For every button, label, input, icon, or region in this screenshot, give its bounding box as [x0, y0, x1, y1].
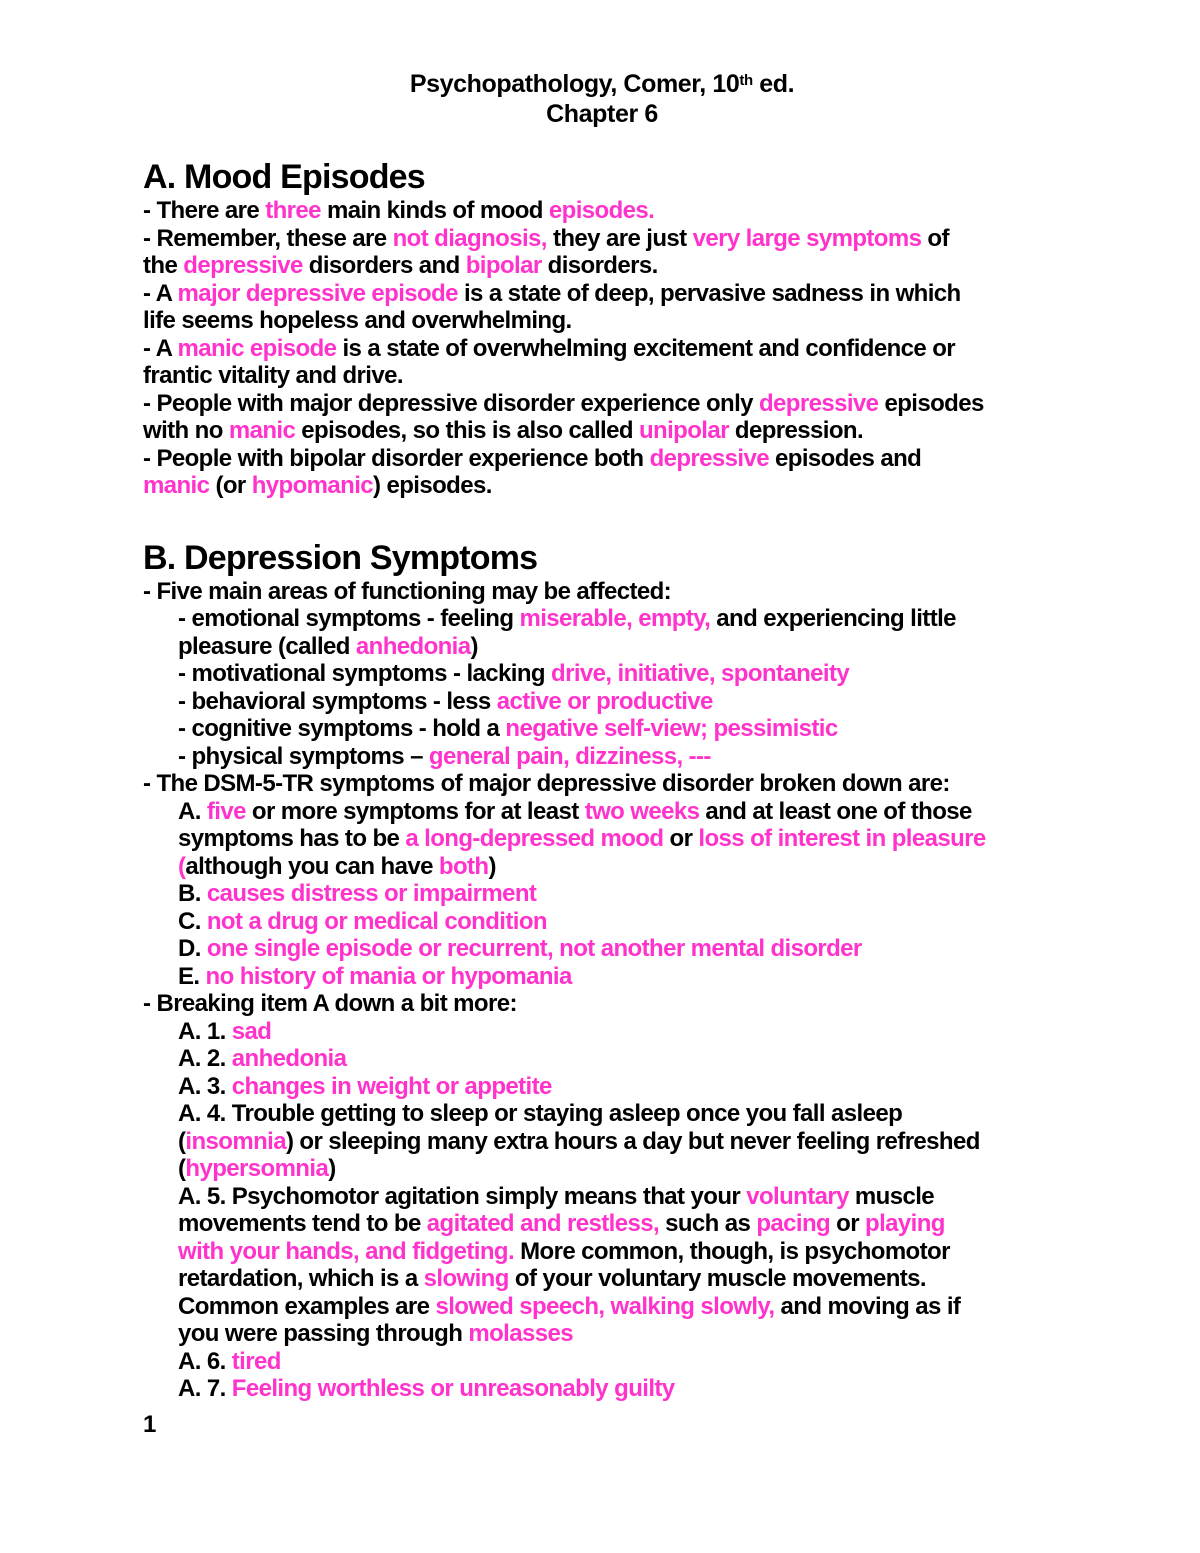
text-line [143, 1045, 1061, 1073]
highlighted-text-run: active or productive [496, 687, 713, 715]
text-line [143, 197, 1061, 225]
highlighted-text-run: sad [231, 1017, 272, 1045]
text-line [143, 1018, 1061, 1046]
text-run: A. 4. Trouble getting to sleep or staying asleep once you fall asleep [178, 1100, 903, 1127]
text-run: Common examples are [178, 1292, 436, 1320]
text-line [143, 688, 1061, 716]
highlighted-text-run: changes in weight or appetite [231, 1072, 552, 1100]
text-run: A. 7. [178, 1375, 232, 1402]
text-line [143, 743, 1061, 771]
text-run: A. [178, 797, 207, 825]
highlighted-text-run: three [265, 197, 321, 224]
text-run: More common, though, is psychomotor [514, 1237, 950, 1265]
text-run: depression. [728, 417, 864, 444]
text-line [143, 1375, 1061, 1403]
text-run: - motivational symptoms - lacking [178, 660, 552, 687]
text-line [143, 935, 1061, 963]
highlighted-text-run: pacing [756, 1210, 831, 1237]
text-run: although you can have [185, 852, 439, 880]
text-line [143, 1265, 1061, 1293]
text-line [143, 1128, 1061, 1156]
text-line [143, 1320, 1061, 1348]
highlighted-text-run: not diagnosis, [392, 224, 547, 252]
text-run: - The DSM-5-TR symptoms of major depressive disorder broken down are: [143, 770, 950, 797]
text-run: A. Mood Episodes [143, 158, 425, 196]
text-run: retardation, which is a [178, 1265, 424, 1292]
text-line [143, 1183, 1061, 1211]
text-run: A. 1. [178, 1017, 232, 1045]
text-run: disorders and [302, 252, 466, 279]
text-run: - behavioral symptoms - less [178, 687, 497, 715]
document-body [143, 66, 1061, 1403]
highlighted-text-run: manic [228, 417, 296, 444]
text-line [143, 660, 1061, 688]
text-run: and moving as if [774, 1292, 961, 1320]
text-run: - cognitive symptoms - hold a [178, 715, 506, 742]
text-run: - physical symptoms – [178, 742, 429, 770]
text-run: E. [178, 962, 206, 990]
text-run: of [921, 224, 949, 252]
highlighted-text-run: agitated and restless, [426, 1210, 660, 1237]
highlighted-text-run: slowing [423, 1265, 509, 1292]
text-run: ( [178, 1127, 186, 1155]
text-run: with no [143, 417, 229, 444]
text-run: symptoms has to be [178, 825, 406, 852]
text-run: C. [178, 907, 207, 935]
highlighted-text-run: drive, initiative, spontaneity [551, 660, 850, 687]
text-run: ) or sleeping many extra hours a day but never feeling refreshed [285, 1127, 980, 1155]
text-run: - A [143, 279, 178, 307]
highlighted-text-run: five [206, 797, 246, 825]
highlighted-text-run: very large symptoms [692, 224, 922, 252]
text-line [143, 963, 1061, 991]
text-run: B. Depression Symptoms [143, 538, 538, 577]
highlighted-text-run: one single episode or recurrent, not another mental disorder [206, 935, 862, 962]
highlighted-text-run: depressive [649, 444, 769, 472]
text-line [143, 770, 1061, 798]
highlighted-text-run: bipolar [465, 252, 542, 279]
text-run: episodes, so this is also called [295, 417, 639, 444]
highlighted-text-run: anhedonia [231, 1045, 347, 1072]
highlighted-text-run: Feeling worthless or unreasonably guilty [231, 1375, 675, 1402]
text-line [143, 225, 1061, 253]
text-line [143, 280, 1061, 308]
highlighted-text-run: loss of interest in pleasure [698, 825, 986, 852]
text-run: Chapter 6 [546, 100, 658, 128]
document-title-line [143, 99, 1061, 129]
text-line [143, 1210, 1061, 1238]
text-run: or [663, 825, 699, 852]
text-run: - A [143, 334, 178, 362]
text-run: ) [488, 852, 496, 880]
text-run: episodes and [768, 444, 922, 472]
text-run: ( [178, 1155, 186, 1182]
text-run: movements tend to be [178, 1210, 427, 1237]
highlighted-text-run: general pain, dizziness, --- [428, 742, 711, 770]
text-run: A. 3. [178, 1072, 232, 1100]
highlighted-text-run: manic [143, 472, 210, 499]
text-run: or [830, 1210, 866, 1237]
text-line [143, 390, 1061, 418]
highlighted-text-run: causes distress or impairment [206, 880, 537, 907]
text-run: of your voluntary muscle movements. [508, 1265, 926, 1292]
text-run: such as [659, 1210, 757, 1237]
text-run: - There are [143, 197, 266, 224]
text-run: B. [178, 880, 207, 907]
highlighted-text-run: episodes. [548, 197, 655, 224]
text-run: ) [470, 632, 478, 660]
text-run: is a state of overwhelming excitement and confidence or [336, 334, 955, 362]
text-line [143, 633, 1061, 661]
text-line [143, 417, 1061, 445]
text-line [143, 908, 1061, 936]
text-run: ed. [752, 70, 795, 98]
highlighted-text-run: tired [231, 1347, 281, 1375]
text-line [143, 335, 1061, 363]
text-run: pleasure (called [178, 632, 356, 660]
text-run: A. 6. [178, 1347, 232, 1375]
text-line [143, 1100, 1061, 1128]
highlighted-text-run: unipolar [638, 417, 729, 444]
highlighted-text-run: not a drug or medical condition [206, 907, 547, 935]
highlighted-text-run: a long-depressed mood [405, 825, 664, 852]
text-run: episodes [878, 389, 984, 417]
text-line [143, 605, 1061, 633]
highlighted-text-run: both [438, 852, 489, 880]
highlighted-text-run: hypomanic [251, 472, 374, 499]
text-line [143, 1238, 1061, 1266]
text-run: main kinds of mood [320, 197, 549, 224]
text-run: - emotional symptoms - feeling [178, 605, 520, 632]
text-line [143, 472, 1061, 500]
page-number: 1 [143, 1410, 157, 1438]
text-run: ) episodes. [373, 472, 492, 499]
text-run: they are just [546, 224, 693, 252]
text-line [143, 578, 1061, 606]
text-run: or more symptoms for at least [245, 797, 585, 825]
highlighted-text-run: miserable, empty, [519, 605, 711, 632]
text-run: (or [209, 472, 252, 499]
text-run: Psychopathology, Comer, 10 [409, 70, 740, 98]
document-title-line [143, 66, 1061, 99]
section-heading [143, 157, 1061, 197]
text-line [143, 252, 1061, 280]
document-content [143, 66, 1061, 1439]
highlighted-text-run: with your hands, and fidgeting. [178, 1237, 515, 1265]
text-run: - People with bipolar disorder experience both [143, 444, 650, 472]
highlighted-text-run: ( [178, 852, 186, 880]
text-line [143, 1348, 1061, 1376]
highlighted-text-run: voluntary [746, 1182, 849, 1210]
text-run: disorders. [541, 252, 658, 279]
text-run: A. 2. [178, 1045, 232, 1072]
text-line [143, 853, 1061, 881]
highlighted-text-run: insomnia [185, 1127, 286, 1155]
text-line [143, 825, 1061, 853]
text-run: - People with major depressive disorder experience only [143, 389, 759, 417]
highlighted-text-run: major depressive episode [177, 279, 458, 307]
text-line [143, 798, 1061, 826]
text-run: is a state of deep, pervasive sadness in which [457, 279, 961, 307]
text-run: the [143, 252, 184, 279]
highlighted-text-run: no history of mania or hypomania [205, 962, 572, 990]
text-run: life seems hopeless and overwhelming. [143, 307, 572, 334]
highlighted-text-run: depressive [758, 389, 879, 417]
text-run: D. [178, 935, 207, 962]
text-run: A. 5. Psychomotor agitation simply means that your [178, 1182, 747, 1210]
highlighted-text-run: anhedonia [355, 632, 471, 660]
text-run: - Breaking item A down a bit more: [143, 990, 517, 1017]
text-line [143, 1155, 1061, 1183]
text-line [143, 1073, 1061, 1101]
text-run: and experiencing little [710, 605, 956, 632]
highlighted-text-run: hypersomnia [185, 1155, 329, 1182]
highlighted-text-run: two weeks [584, 797, 700, 825]
text-line [143, 990, 1061, 1018]
section-heading [143, 538, 1061, 578]
highlighted-text-run: slowed speech, walking slowly, [435, 1292, 775, 1320]
text-line [143, 715, 1061, 743]
highlighted-text-run: depressive [183, 252, 303, 279]
text-line [143, 307, 1061, 335]
text-run: ) [328, 1155, 336, 1182]
highlighted-text-run: negative self-view; pessimistic [505, 715, 838, 742]
text-line [143, 1293, 1061, 1321]
text-line [143, 445, 1061, 473]
text-run: you were passing through [178, 1320, 469, 1347]
highlighted-text-run: playing [865, 1210, 945, 1237]
text-run: and at least one of those [699, 797, 972, 825]
text-run: - Five main areas of functioning may be affected: [143, 577, 672, 605]
text-run: frantic vitality and drive. [143, 362, 403, 389]
text-run: th [739, 72, 753, 89]
text-run: muscle [848, 1182, 935, 1210]
text-line [143, 362, 1061, 390]
highlighted-text-run: manic episode [177, 334, 337, 362]
text-run: - Remember, these are [143, 224, 393, 252]
highlighted-text-run: molasses [468, 1320, 573, 1347]
text-line [143, 880, 1061, 908]
